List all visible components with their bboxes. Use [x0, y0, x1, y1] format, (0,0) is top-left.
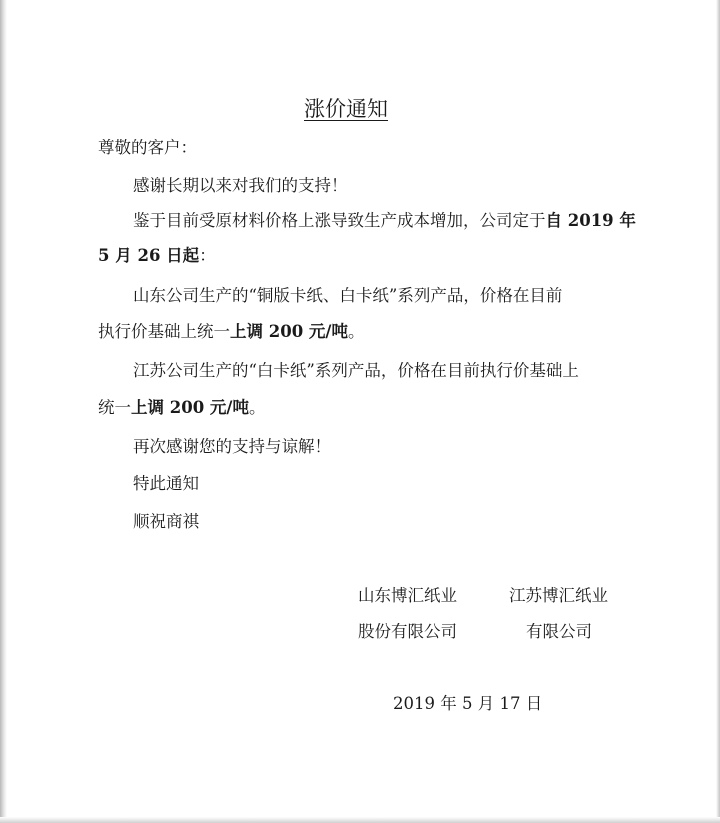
- intro-paragraph-line1: [133, 211, 636, 231]
- salutation: 尊敬的客户：: [98, 138, 197, 157]
- intro-text: 鉴于目前受原材料价格上涨导致生产成本增加，公司定于: [133, 211, 546, 230]
- page-bottom-shadow: [0, 817, 720, 823]
- jiangsu-price-increase: 上调 200 元/吨: [131, 398, 249, 417]
- shandong-company-name-line2: 股份有限公司: [358, 622, 457, 641]
- jiangsu-company-name-line1: 江苏博汇纸业: [509, 586, 608, 605]
- shandong-paragraph-line2: 执行价基础上统一上调 200 元/吨。: [98, 322, 365, 341]
- closing-regards: 顺祝商祺: [133, 512, 199, 531]
- shandong-price-increase: 上调 200 元/吨: [230, 322, 348, 341]
- effective-date-end: 5 月 26 日起: [98, 246, 200, 265]
- jiangsu-paragraph-line2: 统一上调 200 元/吨。: [98, 398, 266, 417]
- special-notice: 特此通知: [133, 474, 199, 493]
- page-right-shadow: [716, 0, 720, 823]
- jiangsu-paragraph-line1: 江苏公司生产的“白卡纸”系列产品，价格在目前执行价基础上: [133, 361, 579, 380]
- thanks-again: 再次感谢您的支持与谅解！: [133, 437, 331, 456]
- intro-paragraph-line2: 5 月 26 日起：: [98, 246, 216, 265]
- notice-title: 涨价通知: [304, 97, 388, 121]
- page-left-shadow: [0, 0, 7, 823]
- notice-date: 2019 年 5 月 17 日: [393, 694, 543, 713]
- effective-date-start: 自 2019 年: [545, 211, 636, 230]
- thanks-paragraph: 感谢长期以来对我们的支持！: [133, 176, 348, 195]
- jiangsu-company-name-line2: 有限公司: [526, 622, 592, 641]
- shandong-company-name-line1: 山东博汇纸业: [358, 586, 457, 605]
- shandong-paragraph-line1: 山东公司生产的“铜版卡纸、白卡纸”系列产品，价格在目前: [133, 286, 563, 305]
